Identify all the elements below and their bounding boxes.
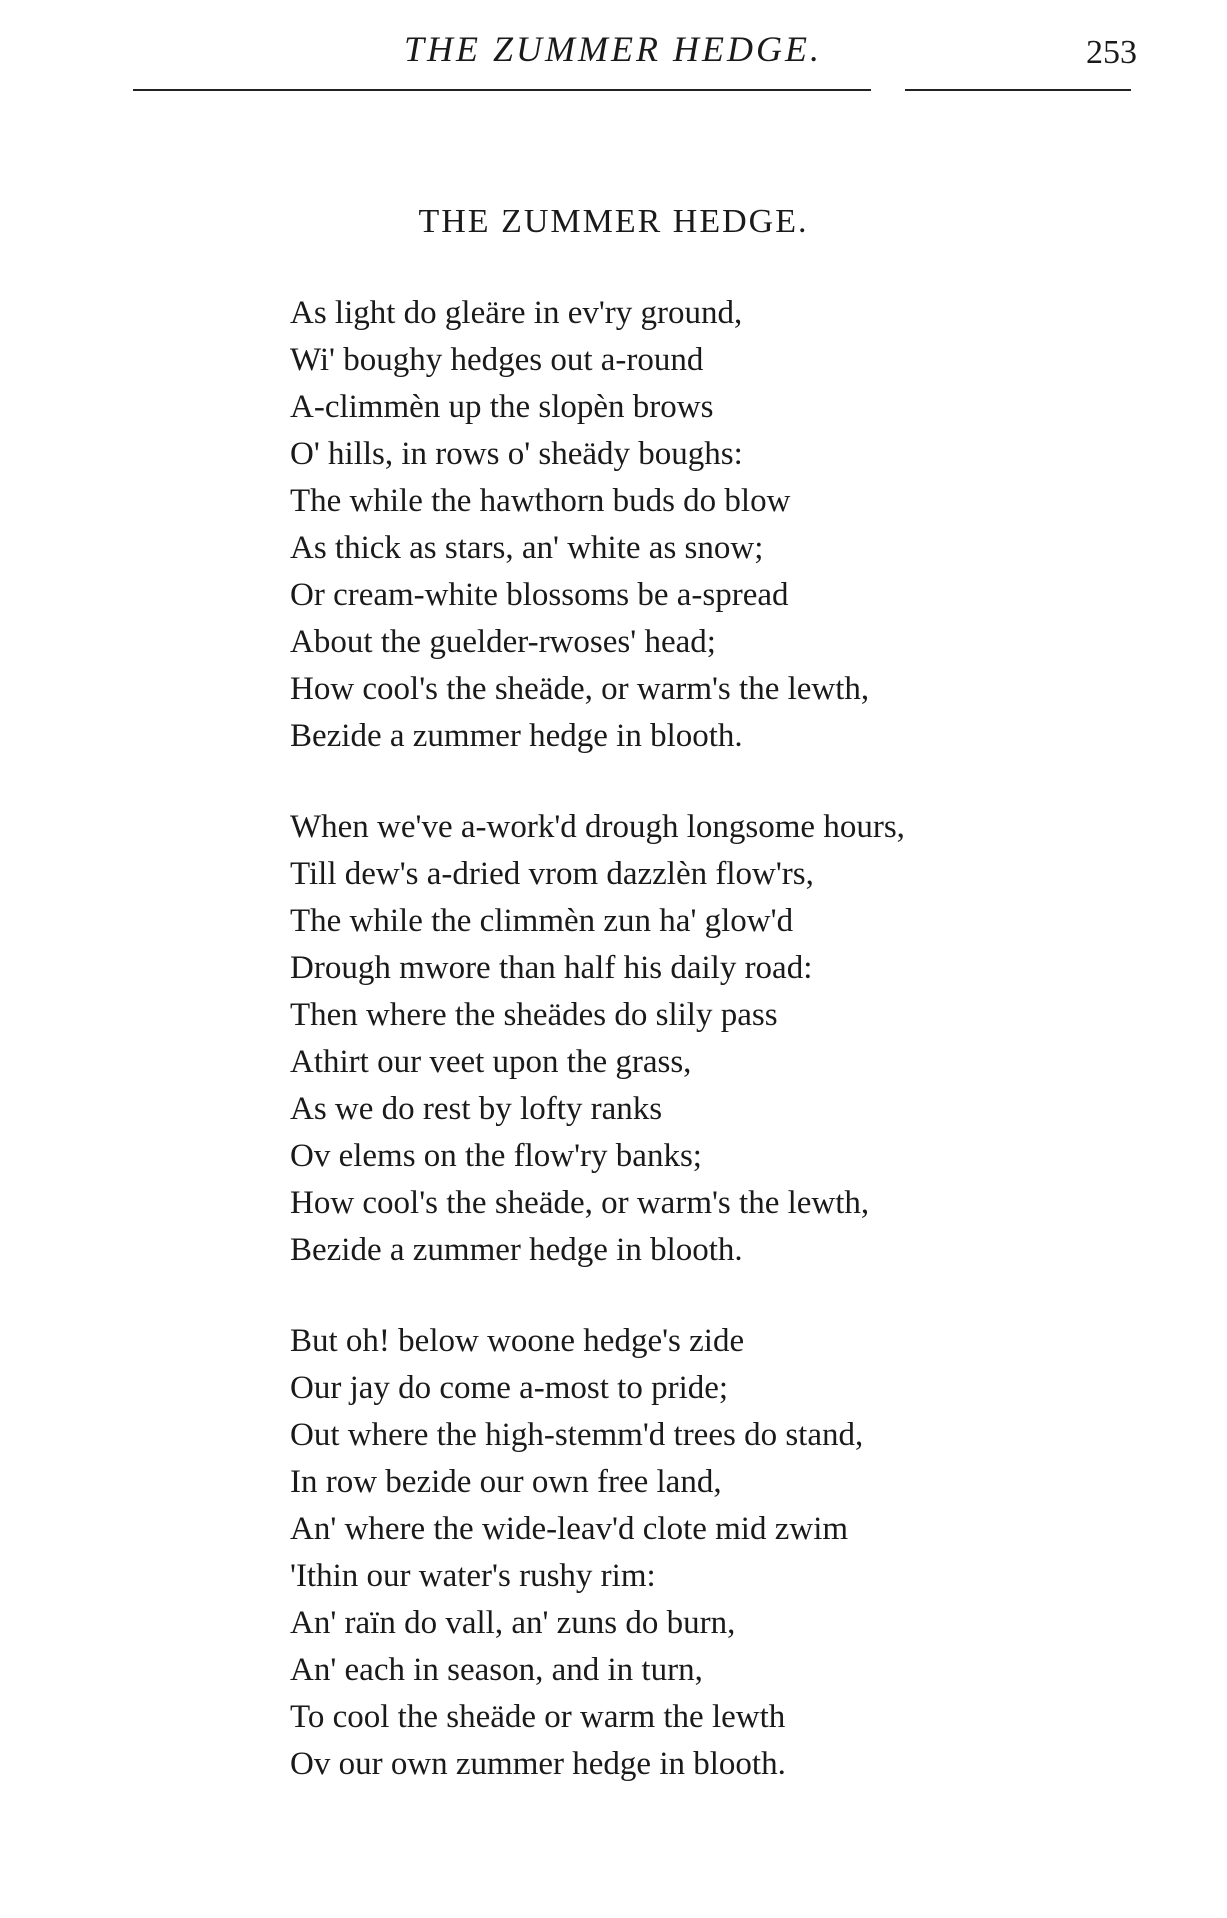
poem-line: Or cream-white blossoms be a-spread (290, 577, 789, 613)
poem-line: How cool's the sheäde, or warm's the lewth, (290, 1185, 870, 1221)
poem-line: How cool's the sheäde, or warm's the lewth, (290, 671, 870, 707)
poem-line: As we do rest by lofty ranks (290, 1091, 663, 1127)
poem-line: An' each in season, and in turn, (290, 1652, 703, 1688)
poem-line: As light do gleäre in ev'ry ground, (290, 295, 743, 331)
stanza-1 (290, 290, 1190, 760)
poem-title: THE ZUMMER HEDGE. (418, 203, 809, 240)
running-title: THE ZUMMER HEDGE. (404, 29, 822, 69)
poem-line: Ov elems on the flow'ry banks; (290, 1138, 702, 1174)
poem-line: Bezide a zummer hedge in blooth. (290, 1232, 743, 1268)
poem-line: Athirt our veet upon the grass, (290, 1044, 692, 1080)
poem-line: When we've a-work'd drough longsome hours, (290, 809, 905, 845)
header-rule-right (905, 89, 1131, 91)
poem-line: Ov our own zummer hedge in blooth. (290, 1746, 786, 1782)
poem-line: Out where the high-stemm'd trees do stand, (290, 1417, 864, 1453)
poem-line: The while the hawthorn buds do blow (290, 483, 791, 519)
poem-line: An' where the wide-leav'd clote mid zwim (290, 1511, 849, 1547)
poem-line: But oh! below woone hedge's zide (290, 1323, 745, 1359)
poem-line: In row bezide our own free land, (290, 1464, 722, 1500)
poem-line: Bezide a zummer hedge in blooth. (290, 718, 743, 754)
poem-line: About the guelder-rwoses' head; (290, 624, 716, 660)
poem-line: Our jay do come a-most to pride; (290, 1370, 729, 1406)
poem-line: An' raïn do vall, an' zuns do burn, (290, 1605, 736, 1641)
header-rule-left (133, 89, 871, 91)
poem-line: Wi' boughy hedges out a-round (290, 342, 704, 378)
stanza-3 (290, 1318, 1190, 1788)
poem-line: O' hills, in rows o' sheädy boughs: (290, 436, 743, 472)
poem-line: A-climmèn up the slopèn brows (290, 389, 714, 425)
poem-line: Drough mwore than half his daily road: (290, 950, 813, 986)
page-number: 253 (1086, 34, 1137, 71)
stanza-2 (290, 804, 1190, 1274)
poem-line: Till dew's a-dried vrom dazzlèn flow'rs, (290, 856, 814, 892)
poem-line: As thick as stars, an' white as snow; (290, 530, 764, 566)
poem-line: Then where the sheädes do slily pass (290, 997, 778, 1033)
poem-line: 'Ithin our water's rushy rim: (290, 1558, 656, 1594)
running-head (0, 28, 1227, 78)
poem-line: The while the climmèn zun ha' glow'd (290, 903, 794, 939)
poem-body (290, 290, 1190, 1832)
poem-line: To cool the sheäde or warm the lewth (290, 1699, 786, 1735)
